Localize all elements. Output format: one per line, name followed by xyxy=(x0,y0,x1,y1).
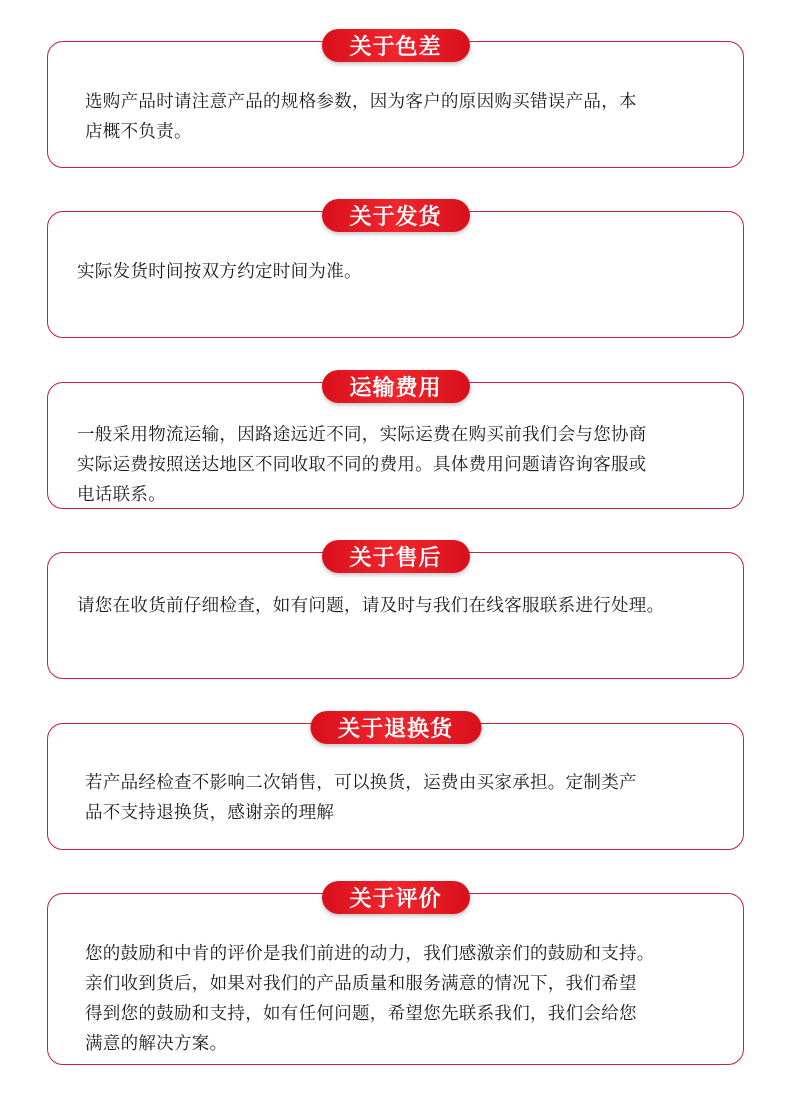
section-text: 一般采用物流运输，因路途远近不同，实际运费在购买前我们会与您协商 实际运费按照送达地区不同收取不同的费用。具体费用问题请咨询客服或 电话联系。 xyxy=(77,425,647,505)
section-freight-cost xyxy=(47,370,744,509)
section-text: 实际发货时间按双方约定时间为准。 xyxy=(77,262,362,282)
section-title-badge: 关于退换货 xyxy=(310,711,481,744)
section-text: 请您在收货前仔细检查，如有问题，请及时与我们在线客服联系进行处理。 xyxy=(77,596,665,616)
section-after-sales xyxy=(47,540,744,679)
section-shipping xyxy=(47,199,744,338)
section-text: 选购产品时请注意产品的规格参数，因为客户的原因购买错误产品，本 店概不负责。 xyxy=(85,92,637,142)
section-text: 若产品经检查不影响二次销售，可以换货，运费由买家承担。定制类产 品不支持退换货，感谢亲的理解 xyxy=(85,773,637,823)
section-reviews xyxy=(47,881,744,1065)
section-title-badge: 关于评价 xyxy=(321,881,469,914)
section-color-difference xyxy=(47,29,744,168)
section-title-badge: 运输费用 xyxy=(321,370,469,403)
section-title-badge: 关于售后 xyxy=(321,540,469,573)
section-title-badge: 关于发货 xyxy=(321,199,469,232)
section-title-badge: 关于色差 xyxy=(321,29,469,62)
section-returns xyxy=(47,711,744,850)
section-text: 您的鼓励和中肯的评价是我们前进的动力，我们感激亲们的鼓励和支持。 亲们收到货后，如果对我们的产品质量和服务满意的情况下，我们希望 得到您的鼓励和支持，如有任何问题，希望您先联系我们，我们会给您 满意的解决方案。 xyxy=(85,944,655,1054)
